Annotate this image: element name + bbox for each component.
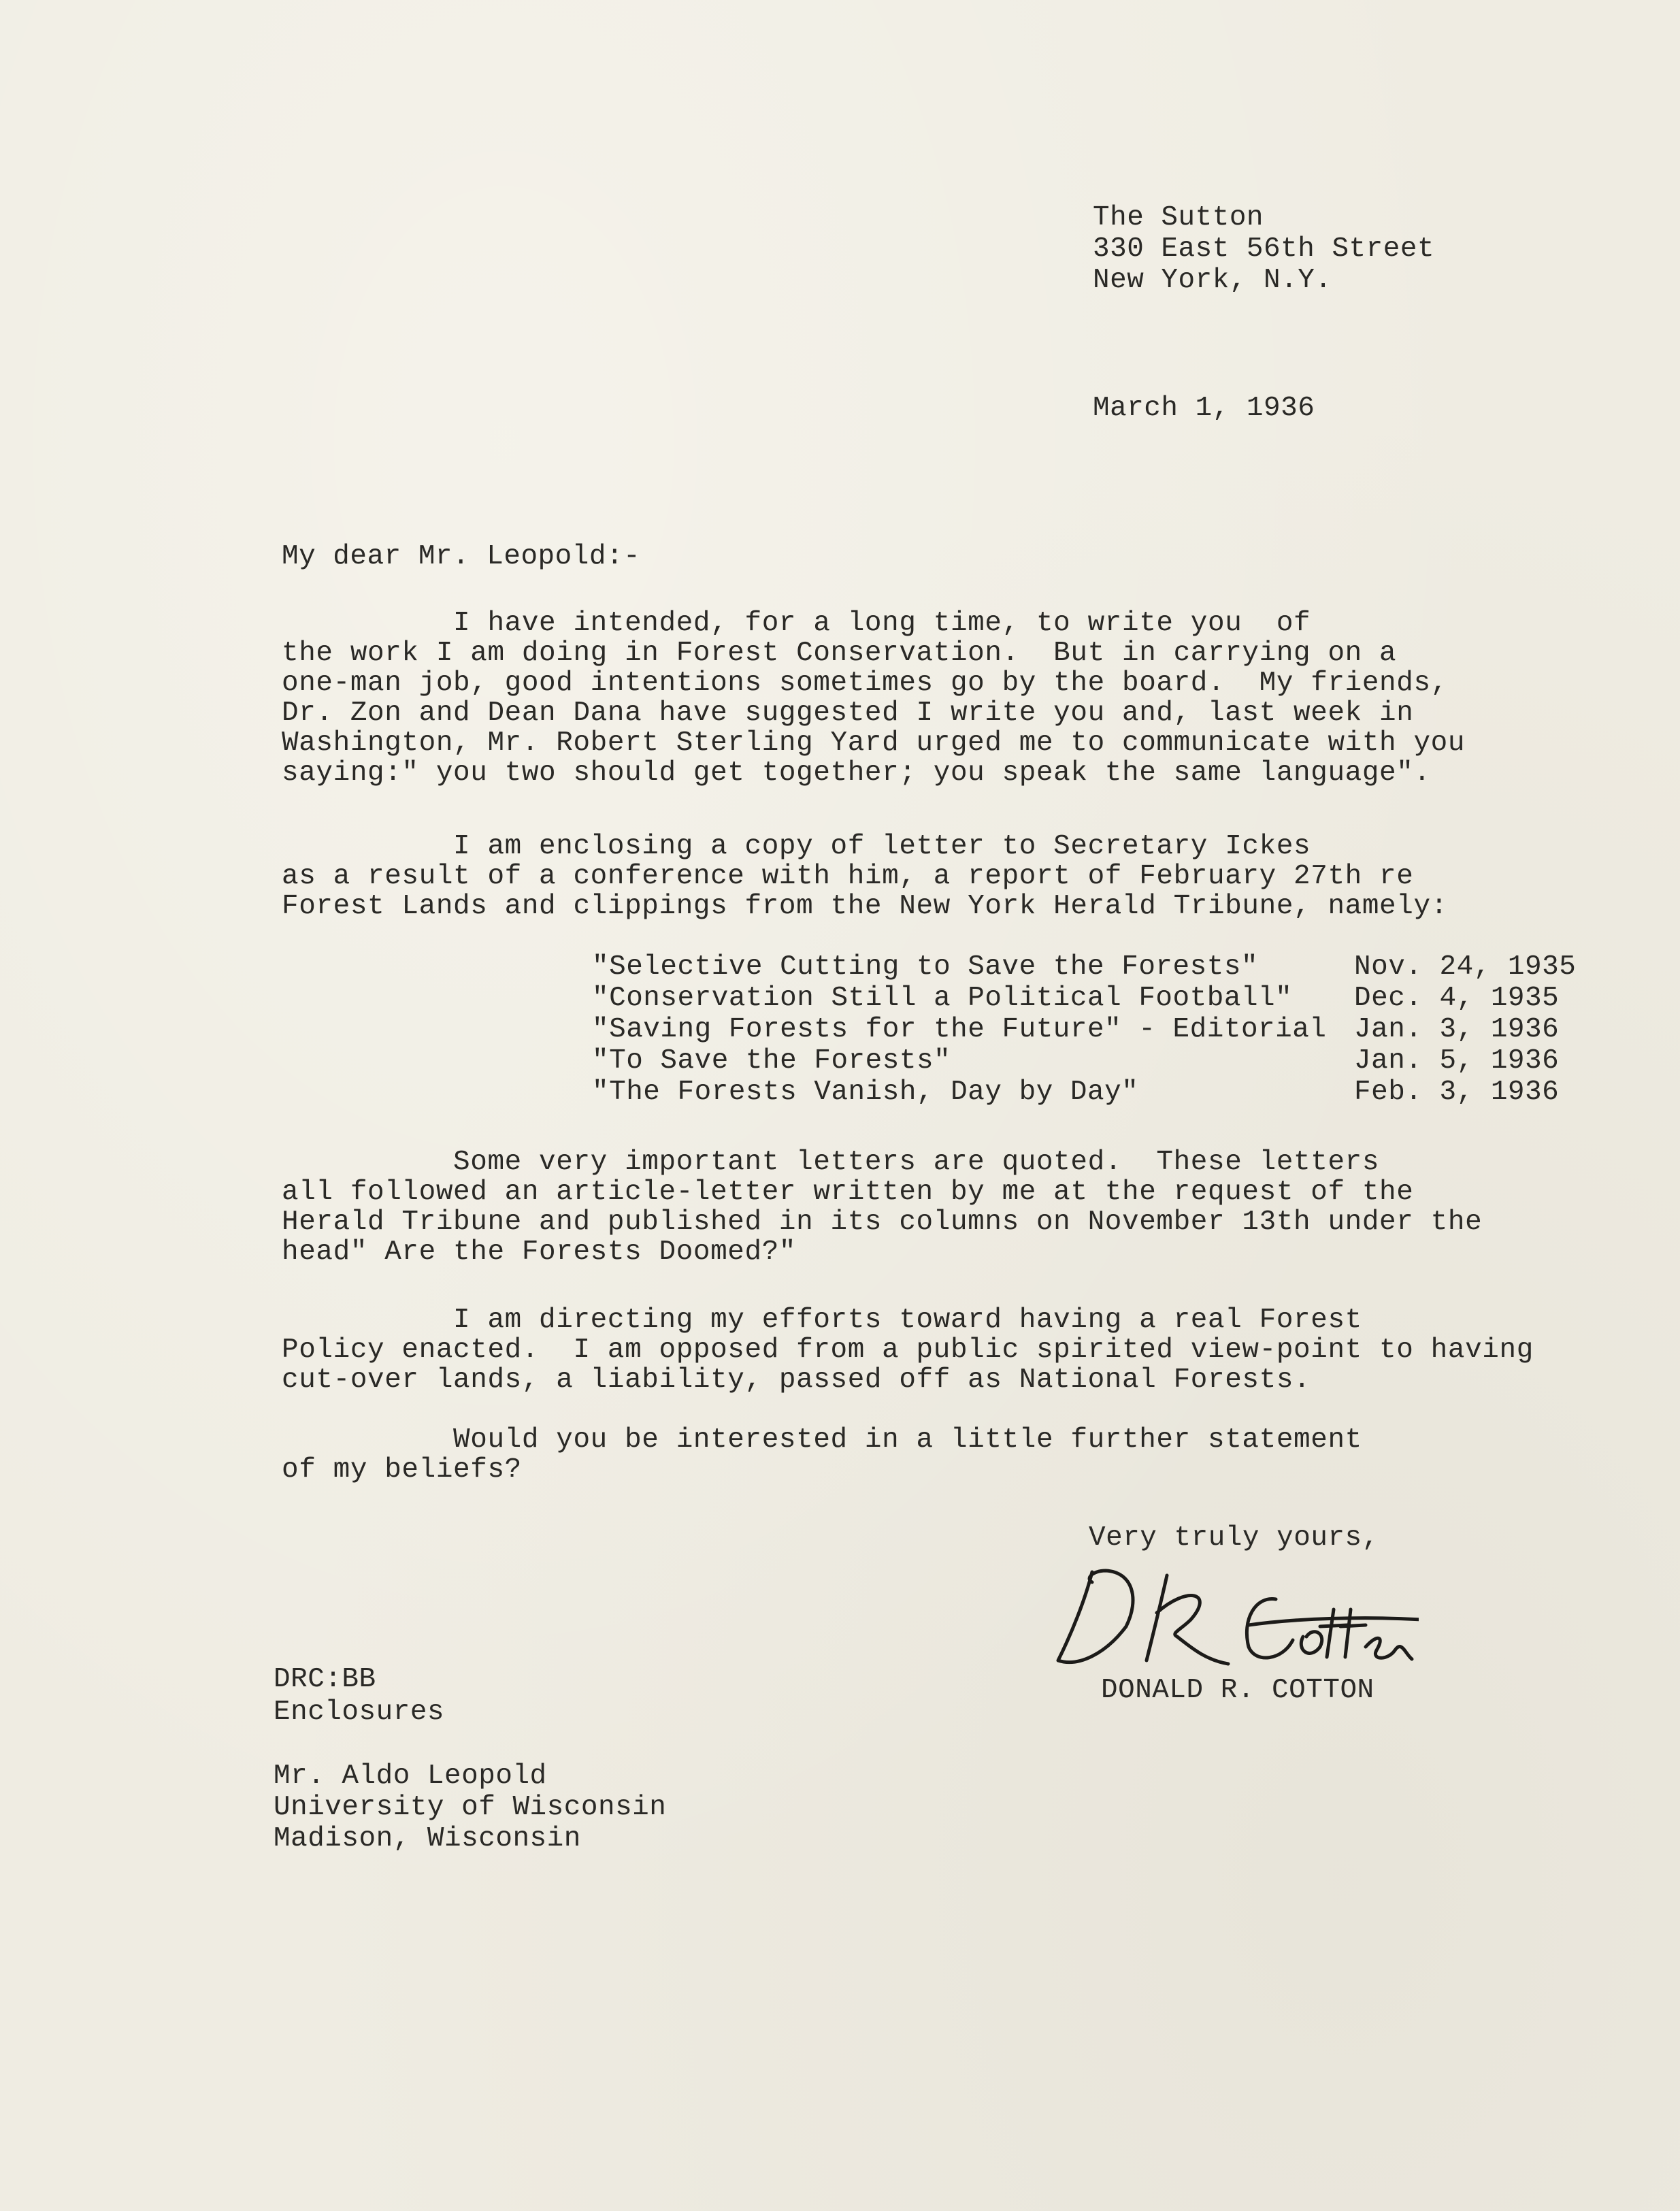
clipping-date: Nov. 24, 1935 bbox=[1354, 951, 1577, 983]
paragraph-line: Policy enacted. I am opposed from a public spirited view-point to having bbox=[282, 1334, 1534, 1366]
paragraph-line: cut-over lands, a liability, passed off as National Forests. bbox=[282, 1364, 1311, 1396]
paragraph-line: the work I am doing in Forest Conservation. But in carrying on a bbox=[282, 638, 1397, 669]
sender-line-2: 330 East 56th Street bbox=[1093, 233, 1435, 265]
paragraph-line: I have intended, for a long time, to write you of bbox=[282, 608, 1311, 639]
clipping-row bbox=[592, 951, 1585, 983]
paragraph-line: all followed an article-letter written by me at the request of the bbox=[282, 1177, 1414, 1208]
paragraph-line: Some very important letters are quoted. These letters bbox=[282, 1147, 1380, 1178]
clipping-date: Jan. 5, 1936 bbox=[1354, 1045, 1560, 1077]
paragraph-3 bbox=[282, 1147, 1520, 1267]
paragraph-4 bbox=[282, 1305, 1534, 1396]
recipient-line-1: Mr. Aldo Leopold bbox=[274, 1760, 547, 1792]
recipient-line-2: University of Wisconsin bbox=[274, 1792, 667, 1823]
paragraph-line: I am directing my efforts toward having a real Forest bbox=[282, 1305, 1362, 1336]
recipient-line-3: Madison, Wisconsin bbox=[274, 1823, 581, 1854]
paragraph-line: Dr. Zon and Dean Dana have suggested I write you and, last week in bbox=[282, 698, 1414, 729]
paragraph-line: Herald Tribune and published in its columns on November 13th under the bbox=[282, 1207, 1483, 1238]
paragraph-line: head" Are the Forests Doomed?" bbox=[282, 1236, 797, 1268]
clipping-date: Jan. 3, 1936 bbox=[1354, 1014, 1560, 1045]
clipping-title: "The Forests Vanish, Day by Day" bbox=[592, 1077, 1139, 1108]
paragraph-1 bbox=[282, 608, 1520, 788]
clipping-title: "Selective Cutting to Save the Forests" bbox=[592, 951, 1259, 983]
paragraph-line: saying:" you two should get together; you speak the same language". bbox=[282, 757, 1431, 789]
paragraph-line: Would you be interested in a little further statement bbox=[282, 1424, 1362, 1456]
clipping-row bbox=[592, 1045, 1585, 1077]
handwritten-signature bbox=[1051, 1558, 1419, 1688]
paragraph-line: Washington, Mr. Robert Sterling Yard urged me to communicate with you bbox=[282, 727, 1466, 759]
sender-line-3: New York, N.Y. bbox=[1093, 265, 1332, 296]
paragraph-line: of my beliefs? bbox=[282, 1454, 522, 1486]
closing: Very truly yours, bbox=[1089, 1522, 1379, 1554]
clipping-row bbox=[592, 983, 1585, 1014]
clipping-date: Dec. 4, 1935 bbox=[1354, 983, 1560, 1014]
signature-name: DONALD R. COTTON bbox=[1101, 1675, 1374, 1706]
letter-date: March 1, 1936 bbox=[1093, 393, 1315, 424]
reference-initials: DRC:BB bbox=[274, 1664, 376, 1695]
paragraph-line: one-man job, good intentions sometimes go by the board. My friends, bbox=[282, 668, 1448, 699]
clipping-row bbox=[592, 1077, 1585, 1108]
paragraph-2 bbox=[282, 832, 1520, 921]
clipping-row bbox=[592, 1014, 1585, 1045]
clipping-title: "To Save the Forests" bbox=[592, 1045, 951, 1077]
paragraph-5 bbox=[282, 1425, 1520, 1485]
clipping-title: "Saving Forests for the Future" - Editorial bbox=[592, 1014, 1327, 1045]
paragraph-line: as a result of a conference with him, a report of February 27th re bbox=[282, 861, 1414, 892]
salutation: My dear Mr. Leopold:- bbox=[282, 541, 641, 572]
paragraph-line: Forest Lands and clippings from the New York Herald Tribune, namely: bbox=[282, 891, 1448, 922]
sender-line-1: The Sutton bbox=[1093, 202, 1264, 233]
clipping-date: Feb. 3, 1936 bbox=[1354, 1077, 1560, 1108]
clipping-title: "Conservation Still a Political Football" bbox=[592, 983, 1293, 1014]
paragraph-line: I am enclosing a copy of letter to Secretary Ickes bbox=[282, 831, 1311, 862]
enclosures-note: Enclosures bbox=[274, 1697, 445, 1728]
